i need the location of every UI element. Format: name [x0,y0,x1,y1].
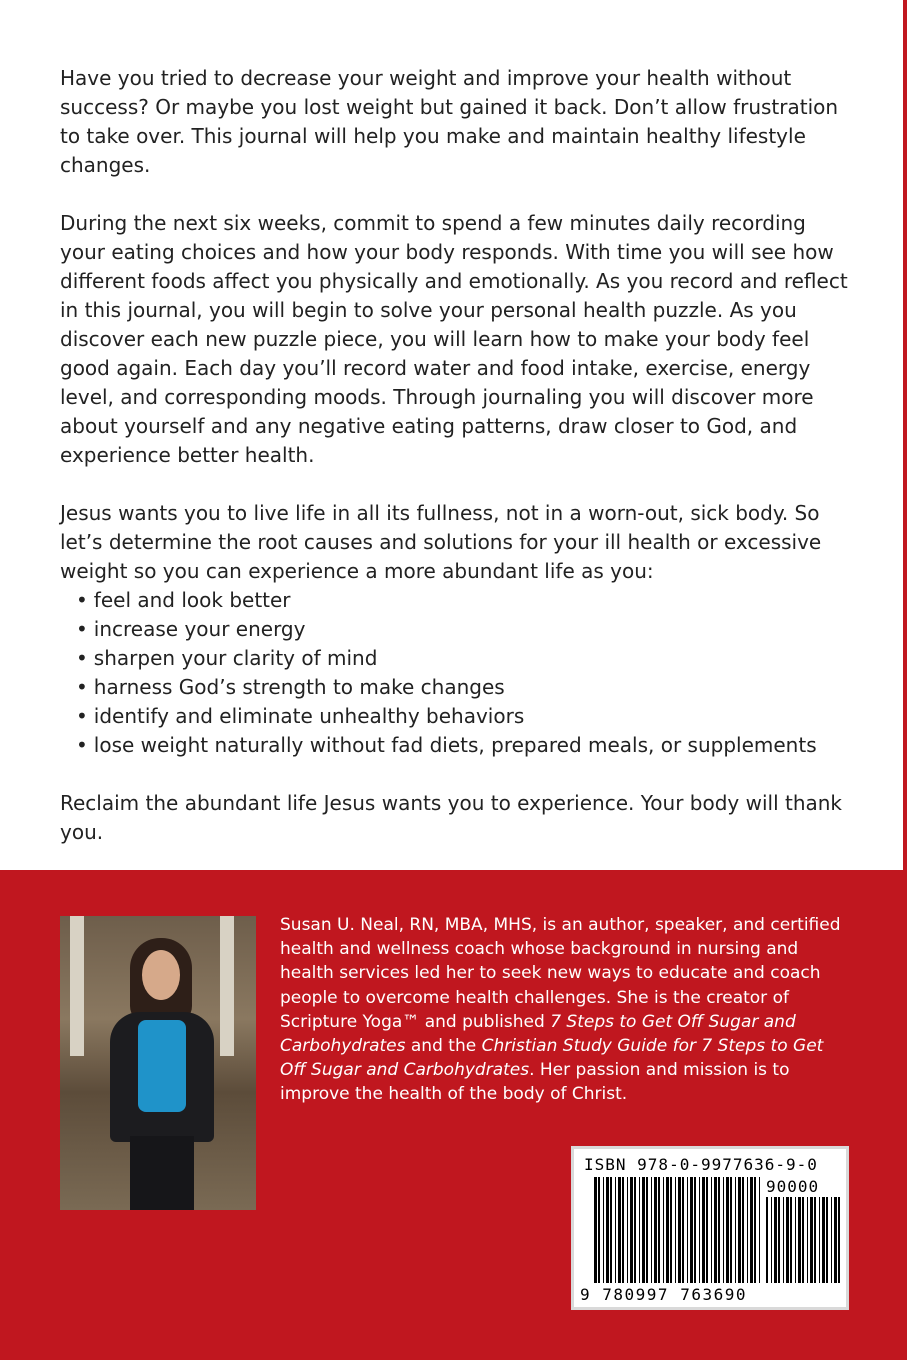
paragraph-abundant-life: Jesus wants you to live life in all its fullness, not in a worn-out, sick body. So let’s determine the root causes and solutions for your ill health or excessive weight so you can experience a more abundant life as you: [60,501,822,583]
barcode-bar [687,1177,688,1283]
list-item: • identify and eliminate unhealthy behaviors [76,702,850,731]
barcode-bar [642,1177,645,1283]
photo-pillar [70,916,84,1056]
list-item: • increase your energy [76,615,850,644]
barcode-bar [702,1177,705,1283]
bio-study-guide-title: Christian Study Guide for 7 Steps to Get Off Sugar and Carbohydrates [280,1036,824,1081]
barcode-bar [774,1197,777,1283]
barcode-bar [711,1177,712,1283]
barcode-bar [730,1177,732,1283]
barcode-bar [610,1177,612,1283]
barcode-bar [795,1197,796,1283]
list-item: • lose weight naturally without fad diets, prepared meals, or supplements [76,731,850,760]
barcode-bar [747,1177,748,1283]
barcode-bar [666,1177,669,1283]
barcode-bar [822,1197,825,1283]
photo-pillar [220,916,234,1056]
list-item: • harness God’s strength to make changes [76,673,850,702]
barcode-bar [654,1177,657,1283]
barcode-bar [670,1177,672,1283]
barcode-bar [598,1177,600,1283]
barcode-bar [690,1177,693,1283]
barcode-bar [675,1177,676,1283]
bio-book-title: 7 Steps to Get Off Sugar and Carbohydrates [280,1011,796,1057]
barcode-bar [750,1177,753,1283]
barcode-bar [651,1177,652,1283]
barcode-bar [723,1177,724,1283]
barcode-bar [630,1177,633,1283]
barcode-bar [658,1177,660,1283]
photo-pants [130,1136,194,1210]
photo-blouse [138,1020,186,1112]
price-code: 90000 [766,1177,820,1196]
barcode-bar [622,1177,624,1283]
paragraph-intro: Have you tried to decrease your weight and improve your health without success? Or maybe you lost weight but gained it back. Don’t allow frustration to take over. This journal will help you make and maintain healthy lifestyle changes. [60,66,839,177]
barcode-bar [699,1177,700,1283]
red-edge-line [903,0,907,870]
barcode-bar [798,1197,801,1283]
list-item: • sharpen your clarity of mind [76,644,850,673]
barcode-bars [594,1177,762,1283]
barcode-bar [786,1197,789,1283]
barcode-bar [810,1197,813,1283]
barcode-bar [819,1197,820,1283]
barcode-bar [814,1197,816,1283]
barcode-bar [606,1177,609,1283]
barcode-bar [759,1177,760,1283]
barcode-bar [838,1197,840,1283]
isbn-number: ISBN 978-0-9977636-9-0 [584,1155,818,1174]
barcode-bar [682,1177,684,1283]
barcode-bar [807,1197,808,1283]
barcode-bar [754,1177,756,1283]
barcode-bar [738,1177,741,1283]
barcode-bar [834,1197,837,1283]
barcode-bar [663,1177,664,1283]
author-photo [60,916,256,1210]
barcode-addon-bars [766,1197,842,1283]
barcode-bar [766,1197,768,1283]
author-bio [280,913,850,1107]
barcode-bar [615,1177,616,1283]
barcode-bar [718,1177,720,1283]
photo-face [142,950,180,1000]
barcode-digits: 9 780997 763690 [580,1285,747,1304]
barcode-bar [771,1197,772,1283]
paragraph-reclaim: Reclaim the abundant life Jesus wants you to experience. Your body will thank you. [60,791,843,844]
barcode-bar [603,1177,604,1283]
barcode-bar [714,1177,717,1283]
barcode-bar [742,1177,744,1283]
isbn-barcode [571,1146,849,1310]
bio-text: Susan U. Neal, RN, MBA, MHS, is an author, speaker, and certified health and wellness coach whose background in nursing and health services led her to seek new ways to educate and coach people to overcome health challenges. She is the creator of Scripture Yoga™ and published [280,915,841,1032]
barcode-bar [802,1197,804,1283]
barcode-bar [783,1197,784,1283]
list-item: • feel and look better [76,586,850,615]
paragraph-six-weeks: During the next six weeks, commit to spend a few minutes daily recording your eating choices and how your body responds. With time you will see how different foods affect you physically and emotionally. As you record and reflect in this journal, you will begin to solve your personal health puzzle. As you discover each new puzzle piece, you will learn how to make your body feel good again. Each day you’ll record water and food intake, exercise, energy level, and corresponding moods. Through journaling you will discover more about yourself and any negative eating patterns, draw closer to God, and experience better health. [60,211,848,467]
barcode-bar [831,1197,832,1283]
barcode-bar [627,1177,628,1283]
barcode-bar [826,1197,828,1283]
barcode-bar [639,1177,640,1283]
bio-text: . Her passion and mission is to improve the health of the body of Christ. [280,1060,790,1105]
benefits-list [60,586,850,760]
description-text [60,64,850,876]
bio-text: and the [405,1036,482,1057]
barcode-bar [790,1197,792,1283]
barcode-bar [735,1177,736,1283]
barcode-bar [778,1197,780,1283]
barcode-bar [594,1177,597,1283]
barcode-bar [678,1177,681,1283]
barcode-bar [618,1177,621,1283]
barcode-bar [726,1177,729,1283]
barcode-bar [706,1177,708,1283]
barcode-bar [646,1177,648,1283]
barcode-bar [694,1177,696,1283]
barcode-bar [634,1177,636,1283]
